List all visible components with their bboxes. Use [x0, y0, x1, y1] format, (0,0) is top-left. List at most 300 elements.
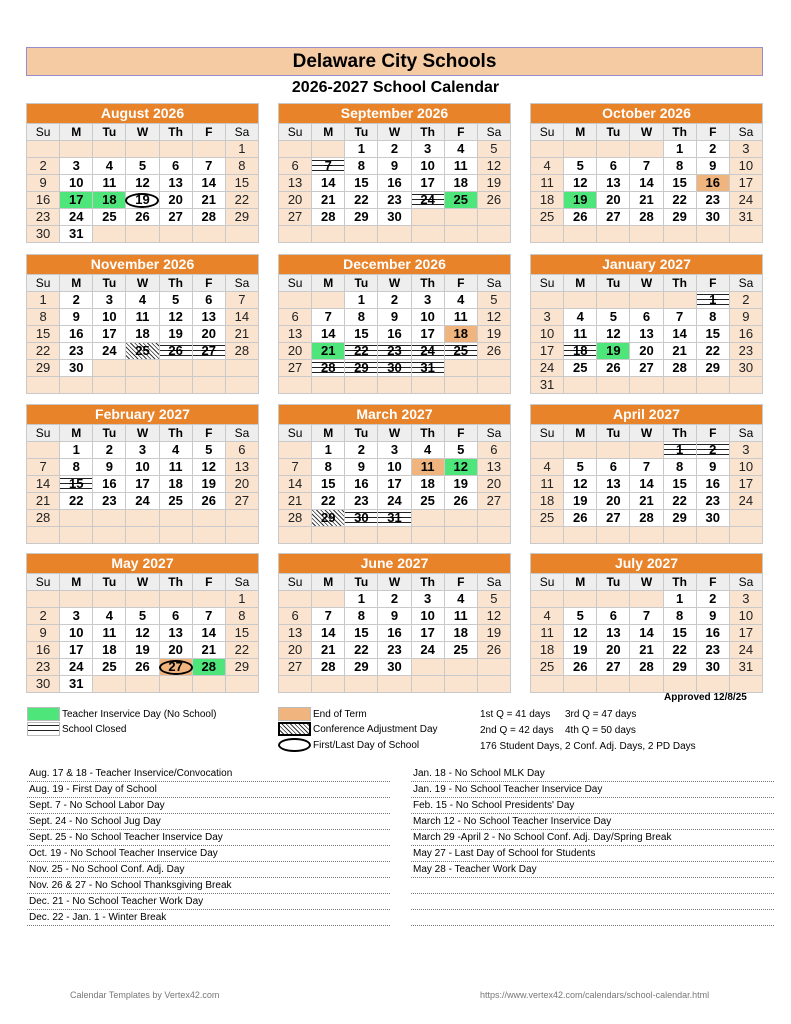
day-name-header: Th — [412, 124, 444, 140]
month-calendar — [278, 103, 511, 243]
day-number: 27 — [287, 360, 303, 375]
day-number: 28 — [320, 360, 336, 375]
day-number: 7 — [205, 158, 213, 173]
day-name-header: Su — [279, 574, 311, 590]
empty-cell — [126, 360, 158, 376]
day-number: 24 — [68, 209, 84, 224]
day-cell — [664, 659, 696, 675]
day-number: 20 — [606, 493, 621, 508]
day-cell — [27, 309, 59, 325]
day-number: 6 — [609, 158, 617, 173]
day-cell — [697, 476, 729, 492]
day-cell-closed — [345, 510, 377, 526]
day-cell — [226, 158, 258, 174]
first-last-day-oval-icon — [159, 660, 193, 675]
day-number: 4 — [543, 158, 551, 173]
day-cell — [378, 642, 410, 658]
day-number: 10 — [68, 625, 84, 640]
day-number: 16 — [354, 476, 369, 491]
day-number: 26 — [453, 493, 468, 508]
day-name-header: F — [697, 574, 729, 590]
empty-cell — [312, 676, 344, 692]
footer-url[interactable]: https://www.vertex42.com/calendars/school-calendar.html — [480, 990, 710, 1000]
day-name-header: Th — [664, 124, 696, 140]
day-number: 23 — [387, 642, 402, 657]
day-number: 27 — [606, 659, 621, 674]
day-number: 8 — [357, 309, 365, 324]
day-cell — [226, 493, 258, 509]
day-cell — [345, 192, 377, 208]
day-number: 6 — [490, 442, 498, 457]
empty-cell — [345, 527, 377, 543]
day-name-header: Tu — [93, 275, 125, 291]
empty-cell — [597, 226, 629, 242]
day-cell — [697, 625, 729, 641]
day-number: 14 — [201, 625, 216, 640]
day-cell — [445, 591, 477, 607]
legend-label: Conference Adjustment Day — [313, 723, 438, 735]
day-name-header: M — [564, 425, 596, 441]
day-cell — [412, 141, 444, 157]
day-name-header: Tu — [345, 275, 377, 291]
day-cell — [126, 493, 158, 509]
day-cell — [564, 175, 596, 191]
note-line — [411, 878, 774, 894]
empty-cell — [531, 527, 563, 543]
day-number: 12 — [486, 608, 502, 623]
day-cell — [160, 608, 192, 624]
day-cell — [630, 459, 662, 475]
day-cell — [531, 493, 563, 509]
day-number: 29 — [234, 209, 250, 224]
day-cell — [226, 476, 258, 492]
day-cell — [279, 493, 311, 509]
day-number: 6 — [642, 309, 651, 324]
day-cell — [630, 309, 662, 325]
legend-inservice — [27, 707, 217, 721]
day-number: 14 — [201, 175, 216, 190]
day-cell — [664, 309, 696, 325]
month-calendar — [530, 553, 763, 693]
day-cell — [312, 326, 344, 342]
day-cell — [478, 459, 510, 475]
approved-date: Approved 12/8/25 — [664, 692, 747, 703]
day-cell — [531, 343, 563, 359]
day-cell — [478, 141, 510, 157]
day-cell — [730, 476, 762, 492]
day-cell-inservice — [564, 192, 596, 208]
day-number: 20 — [168, 642, 183, 657]
empty-cell — [531, 442, 563, 458]
day-cell — [27, 659, 59, 675]
day-name-header: Th — [412, 425, 444, 441]
day-cell — [730, 326, 762, 342]
day-number: 29 — [705, 360, 720, 375]
day-number: 4 — [105, 608, 113, 623]
day-cell — [126, 175, 158, 191]
empty-cell — [279, 292, 311, 308]
day-name-header: Su — [531, 574, 563, 590]
day-name-header: Sa — [730, 425, 762, 441]
day-cell — [93, 158, 125, 174]
day-name-header: Su — [27, 124, 59, 140]
day-number: 19 — [135, 192, 150, 207]
day-cell — [312, 175, 344, 191]
day-number: 26 — [486, 642, 502, 657]
empty-cell — [412, 209, 444, 225]
day-cell — [412, 625, 444, 641]
day-number: 8 — [676, 158, 684, 173]
empty-cell — [126, 141, 158, 157]
day-name-header: F — [445, 574, 477, 590]
empty-cell — [126, 527, 158, 543]
day-cell — [378, 476, 410, 492]
day-cell — [279, 659, 311, 675]
day-number: 13 — [168, 625, 183, 640]
day-cell-inservice — [597, 343, 629, 359]
day-cell — [345, 591, 377, 607]
day-cell — [697, 141, 729, 157]
empty-cell — [312, 292, 344, 308]
day-cell — [478, 493, 510, 509]
day-cell — [345, 158, 377, 174]
day-name-header: W — [126, 574, 158, 590]
day-number: 26 — [135, 209, 150, 224]
day-name-header: M — [60, 425, 92, 441]
day-cell-closed — [378, 360, 410, 376]
day-number: 19 — [486, 175, 502, 190]
day-cell-closed — [345, 343, 377, 359]
day-name-header: M — [564, 574, 596, 590]
day-cell — [697, 343, 729, 359]
month-title: April 2027 — [531, 405, 762, 424]
day-number: 17 — [738, 476, 754, 491]
day-number: 11 — [540, 625, 554, 640]
day-number: 24 — [539, 360, 555, 375]
day-number: 7 — [642, 608, 651, 623]
day-number: 8 — [238, 608, 246, 623]
day-cell — [126, 659, 158, 675]
empty-cell — [126, 226, 158, 242]
day-cell — [93, 292, 125, 308]
day-number: 23 — [705, 192, 720, 207]
day-cell-closed — [312, 360, 344, 376]
day-cell — [126, 459, 158, 475]
day-cell — [27, 292, 59, 308]
empty-cell — [531, 141, 563, 157]
day-cell — [478, 175, 510, 191]
day-name-header: Th — [664, 275, 696, 291]
day-cell — [630, 158, 662, 174]
day-number: 22 — [234, 642, 250, 657]
day-number: 6 — [291, 309, 299, 324]
day-cell — [378, 292, 410, 308]
empty-cell — [630, 141, 662, 157]
day-cell — [345, 175, 377, 191]
day-number: 23 — [387, 192, 402, 207]
day-cell — [160, 442, 192, 458]
day-number: 25 — [572, 360, 588, 375]
day-number: 15 — [320, 476, 336, 491]
day-number: 30 — [387, 360, 402, 375]
day-cell — [193, 476, 225, 492]
day-cell — [412, 476, 444, 492]
day-cell — [564, 493, 596, 509]
day-number: 24 — [738, 192, 754, 207]
day-number: 14 — [35, 476, 51, 491]
day-number: 29 — [354, 209, 369, 224]
empty-cell — [630, 591, 662, 607]
day-cell — [730, 442, 762, 458]
day-number: 16 — [102, 476, 117, 491]
day-number: 11 — [168, 459, 183, 474]
day-cell-endterm-circle — [160, 659, 192, 675]
day-cell — [564, 209, 596, 225]
day-cell-endterm — [412, 459, 444, 475]
day-cell — [478, 158, 510, 174]
day-cell — [226, 459, 258, 475]
first-last-day-oval-icon — [125, 193, 159, 208]
day-name-header: Th — [412, 275, 444, 291]
day-cell — [531, 459, 563, 475]
empty-cell — [412, 527, 444, 543]
day-cell — [93, 459, 125, 475]
day-cell — [27, 642, 59, 658]
empty-cell — [312, 141, 344, 157]
day-cell — [597, 608, 629, 624]
empty-cell — [564, 442, 596, 458]
day-name-header: Tu — [597, 124, 629, 140]
day-number: 18 — [168, 476, 183, 491]
day-number: 2 — [709, 591, 717, 606]
end-term-swatch-icon — [278, 707, 311, 721]
empty-cell — [226, 226, 258, 242]
day-cell — [597, 192, 629, 208]
day-cell — [478, 442, 510, 458]
empty-cell — [697, 226, 729, 242]
empty-cell — [279, 676, 311, 692]
day-cell — [564, 642, 596, 658]
day-cell — [630, 642, 662, 658]
day-cell — [93, 442, 125, 458]
day-number: 2 — [105, 442, 113, 457]
day-cell — [378, 175, 410, 191]
empty-cell — [664, 377, 696, 393]
day-cell — [279, 360, 311, 376]
day-number: 27 — [606, 209, 621, 224]
day-cell — [312, 608, 344, 624]
day-cell — [160, 476, 192, 492]
day-number: 30 — [705, 209, 720, 224]
day-number: 7 — [205, 608, 213, 623]
day-number: 19 — [572, 642, 588, 657]
day-name-header: Tu — [345, 124, 377, 140]
note-line: May 27 - Last Day of School for Students — [411, 846, 774, 862]
day-cell — [730, 625, 762, 641]
empty-cell — [412, 377, 444, 393]
day-cell — [730, 608, 762, 624]
day-cell — [445, 141, 477, 157]
day-name-header: Th — [160, 574, 192, 590]
day-cell — [60, 309, 92, 325]
day-cell — [597, 642, 629, 658]
day-number: 11 — [573, 326, 588, 341]
day-number: 12 — [606, 326, 621, 341]
day-cell — [345, 326, 377, 342]
day-cell — [60, 175, 92, 191]
empty-cell — [630, 442, 662, 458]
day-number: 17 — [68, 642, 84, 657]
day-number: 2 — [357, 442, 365, 457]
day-number: 7 — [39, 459, 47, 474]
day-number: 23 — [35, 659, 51, 674]
empty-cell — [226, 676, 258, 692]
day-number: 10 — [738, 158, 754, 173]
month-calendar — [278, 553, 511, 693]
day-name-header: Sa — [226, 124, 258, 140]
day-cell — [664, 625, 696, 641]
day-name-header: Su — [531, 275, 563, 291]
day-cell — [697, 192, 729, 208]
day-number: 21 — [320, 642, 336, 657]
day-number: 30 — [35, 676, 51, 691]
day-number: 31 — [387, 510, 402, 525]
day-number: 16 — [35, 192, 51, 207]
empty-cell — [226, 510, 258, 526]
empty-cell — [27, 591, 59, 607]
days-summary: 176 Student Days, 2 Conf. Adj. Days, 2 PD Days — [480, 741, 696, 752]
day-cell — [730, 659, 762, 675]
day-number: 29 — [354, 360, 369, 375]
day-number: 20 — [287, 642, 303, 657]
day-cell — [445, 476, 477, 492]
day-cell — [126, 625, 158, 641]
day-cell — [27, 175, 59, 191]
day-number: 30 — [68, 360, 84, 375]
day-cell-closed — [378, 510, 410, 526]
month-title: October 2026 — [531, 104, 762, 123]
empty-cell — [345, 676, 377, 692]
day-number: 27 — [201, 343, 216, 358]
day-number: 2 — [39, 158, 47, 173]
day-cell — [27, 226, 59, 242]
day-cell-inservice — [445, 459, 477, 475]
day-name-header: Tu — [345, 425, 377, 441]
day-cell — [226, 326, 258, 342]
day-cell — [630, 192, 662, 208]
day-cell — [60, 608, 92, 624]
empty-cell — [126, 510, 158, 526]
day-number: 30 — [705, 510, 720, 525]
day-cell — [630, 625, 662, 641]
day-name-header: F — [697, 124, 729, 140]
day-number: 22 — [354, 642, 369, 657]
day-cell — [478, 343, 510, 359]
day-number: 22 — [672, 493, 687, 508]
day-number: 10 — [420, 608, 435, 623]
day-number: 21 — [672, 343, 687, 358]
day-number: 29 — [320, 510, 336, 525]
day-number: 10 — [68, 175, 84, 190]
empty-cell — [93, 676, 125, 692]
day-cell — [126, 476, 158, 492]
day-cell — [697, 608, 729, 624]
day-number: 17 — [135, 476, 150, 491]
day-number: 4 — [424, 442, 432, 457]
day-number: 4 — [172, 442, 180, 457]
legend-label: First/Last Day of School — [313, 739, 420, 751]
empty-cell — [27, 527, 59, 543]
day-cell — [412, 175, 444, 191]
day-cell — [312, 476, 344, 492]
day-cell — [730, 642, 762, 658]
day-cell — [160, 175, 192, 191]
empty-cell — [312, 377, 344, 393]
day-number: 19 — [606, 343, 621, 358]
month-calendar — [278, 254, 511, 394]
day-number: 27 — [168, 659, 183, 674]
empty-cell — [345, 377, 377, 393]
empty-cell — [697, 377, 729, 393]
day-cell — [531, 377, 563, 393]
empty-cell — [279, 226, 311, 242]
note-line: Jan. 19 - No School Teacher Inservice Day — [411, 782, 774, 798]
day-number: 12 — [453, 459, 468, 474]
day-cell — [193, 292, 225, 308]
day-number: 16 — [68, 326, 84, 341]
month-title: November 2026 — [27, 255, 258, 274]
day-cell — [730, 175, 762, 191]
day-cell — [93, 493, 125, 509]
empty-cell — [445, 226, 477, 242]
day-number: 9 — [709, 158, 717, 173]
day-cell-closed — [697, 442, 729, 458]
day-number: 26 — [606, 360, 621, 375]
empty-cell — [93, 510, 125, 526]
day-cell-closed — [312, 158, 344, 174]
day-cell — [279, 476, 311, 492]
day-number: 25 — [453, 343, 468, 358]
day-number: 19 — [572, 192, 588, 207]
day-name-header: Su — [27, 574, 59, 590]
day-number: 15 — [68, 476, 84, 491]
day-number: 25 — [102, 659, 117, 674]
day-number: 1 — [357, 141, 365, 156]
day-number: 3 — [105, 292, 113, 307]
day-number: 12 — [201, 459, 216, 474]
day-number: 26 — [486, 343, 502, 358]
empty-cell — [730, 510, 762, 526]
legend-label: School Closed — [62, 723, 127, 735]
day-name-header: Su — [279, 275, 311, 291]
empty-cell — [730, 377, 762, 393]
day-number: 4 — [543, 608, 551, 623]
day-number: 11 — [102, 175, 117, 190]
empty-cell — [93, 527, 125, 543]
day-cell — [378, 625, 410, 641]
day-cell — [160, 192, 192, 208]
empty-cell — [226, 360, 258, 376]
day-cell — [378, 209, 410, 225]
day-number: 31 — [539, 377, 555, 392]
day-cell — [279, 625, 311, 641]
day-cell — [345, 309, 377, 325]
day-cell — [93, 476, 125, 492]
day-name-header: Sa — [478, 574, 510, 590]
day-name-header: F — [445, 124, 477, 140]
day-name-header: Th — [412, 574, 444, 590]
day-number: 12 — [486, 309, 502, 324]
